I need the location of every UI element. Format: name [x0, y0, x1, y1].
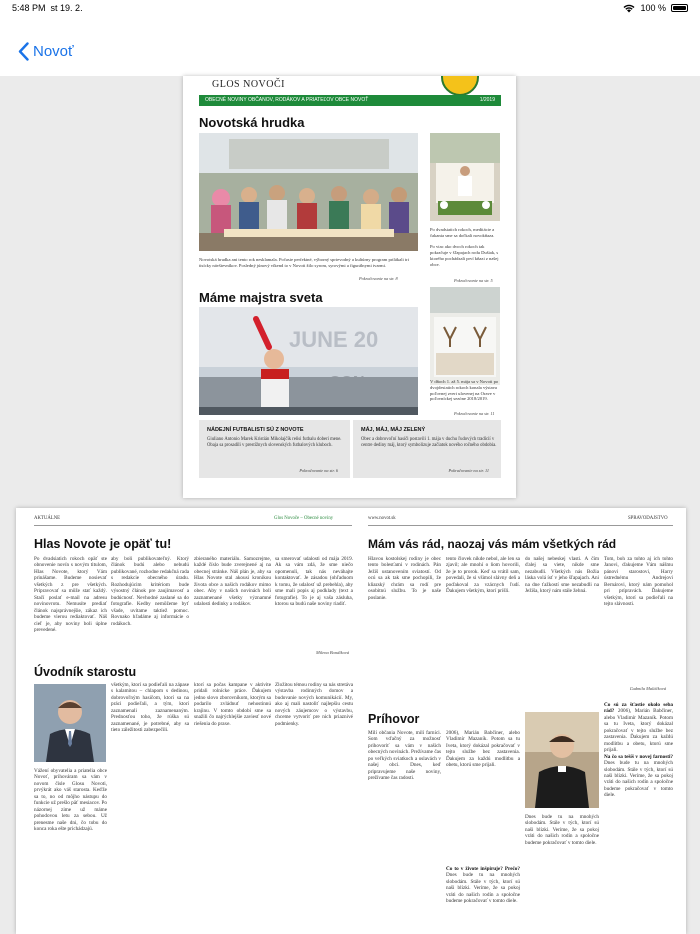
headline-novotska-hrudka: Novotská hrudka: [199, 115, 305, 130]
newspaper-front-page[interactable]: [183, 76, 516, 498]
running-rule-left: [34, 525, 352, 526]
hlas-col-4: sa smerovať udalosti od mája 2019. Ak sa vám zdá, že sme niečo opomenuli, tak nás neváhajte kontaktovať. Je zásadou (ohľaduom k tomu, že udalosť už prebehla), aby sme mali popis aj podklady (text a fotografie). To je aj vaša zásluha, ktorou sa budú naše noviny riadiť.: [275, 556, 353, 608]
rad-col-2: tento človek nikde nebol, ale len sa zjavil; ale mnohí o ňom hovorili, že je to prorok. Keď sa vrátil sam, povedali, že si všimol slávny deň a poďakoval za vzácnych ľudí. Ďakujem všetkým, ktorí prišli.: [446, 556, 520, 595]
uvodnik-col-2: všetkým, ktorí sa podieľali na zápase s kalamitou – chlapom s dedinou, dobrovoľným hasičom, ktorí sa na práci podieľali, a tým, ktorí zaznamenali zaznamenaným. Prednosťou toho, že rúška sú zaznamenané, je potrebné, aby sa tieto záležitosti zabezpečili.: [111, 682, 189, 734]
photo-cheese-festival: [199, 133, 418, 251]
teaser-may-text: Obec a dobrovoľní hasiči postavili 1. mája v duchu ľudových tradícií v centre dediny máj, ktorý symbolizuje začiatok nového ročného obdobia.: [361, 437, 497, 448]
battery-icon: [671, 4, 688, 12]
headline-hlas-novote: Hlas Novote je opäť tu!: [34, 537, 172, 551]
status-right: [623, 3, 688, 13]
uvodnik-col-4: Zložitou témou rodiny sa nás stretáva výstavba rodinných domov a budovanie nových komunikácií. My, ako aj mali nastoliť najlepšiu cestu nových záujemcov o výstavbu, chceme vytvoriť pre nich priaznivé podmienky.: [275, 682, 353, 727]
masthead-tagline: OBECNÉ NOVINY OBČANOV, RODÁKOV A PRIATEĽOV OBCE NOVOŤ: [205, 97, 369, 103]
hlas-col-3: zbieraného materiálu. Samozrejme, každé číslo bude zverejnené aj na obecnej stránke. Náš plán je, aby sa Hlas Novote stal akousi kronikou života obce a našich rodákov mimo obec. Aby v našich novinách boli zaznamenané všetky významné udalosti dedinky a rodákov.: [194, 556, 271, 608]
rad-signature: Ľudmila Maláčková: [630, 686, 667, 691]
prihovor-col-5: Dnes bude tu na mnohých slobodám. Stále v tých, ktorí sú naši blízki. Veríme, že sa pokoj vráti do našich rodín a spoločne budeme pokračovať v tomto diele.: [525, 814, 599, 846]
svg-text:JUNE 20: JUNE 20: [289, 327, 379, 352]
village-crest-icon: [441, 76, 479, 96]
continued-first-mass: Pokračovanie na str. 5: [454, 278, 493, 283]
hlas-col-2: aby boli publikovateľný. Ktorý článok budú alebo nebudú publikované, rozhodne redakčná rada s redakcie obecného úradu. Rozhodujúcim kritériom bude výsostný článok pre zaujímavosť a budúcnosť. Nevhodné zaslané sa do fotografie. Kedby nemôžeme byť všade, uvítame taktiež pomoc. Rovnako hľadáme aj informácie o rodákoch.: [111, 556, 189, 627]
uvodnik-col-1: Vážení obyvatelia a priatelia obce Novoť, prihováram sa vám v novom čísle Glosu Novoti, prvýkrát ako váš starosta. Keďže sa to, no od môjho nástupu do funkcie už prešlo päť mesiacov. Po názornej zime už máme pohodovou letu za sebou. Už prenesme naše dni, čo tobu do konca roka ešte prichádzajú.: [34, 768, 107, 833]
teaser-football-title: NÁDEJNÍ FUTBALISTI SÚ Z NOVOTE: [207, 427, 304, 433]
prihovor-col-1: Milí občania Novote, milí farníci. Som vďačný za možnosť prihovoriť sa vám v našich obecných novinách. Prežívame čas po veľkých sviatkoch a oslavách v našej obci. Dnes, keď pripravujeme naše noviny, prežívame čas radosti.: [368, 730, 441, 782]
back-button[interactable]: [18, 42, 74, 61]
headline-uvodnik: Úvodník starostu: [34, 665, 137, 679]
status-bar: [0, 0, 700, 18]
caption-first-mass: Po dvadsiatich rokoch, meditácie a čakania sme sa dočkali novokňaza. Po viac ako dvoch rokoch tak pokračuje v šľapajach rodu Dušiak, s ktorého pochádzali prví kňazi z našej obce.: [430, 227, 499, 267]
wifi-icon: [623, 4, 635, 13]
caption-hunting-exhibition: V dňoch 1. až 5. mája sa v Novoti po dvojdesiatich rokoch konala výstava poľovnej zveri ulovenej na Orave v poľovníckej sezóne 2018/2019.: [430, 379, 499, 402]
status-time: 5:48 PM st 19. 2.: [12, 3, 83, 13]
running-rule-right: [368, 525, 673, 526]
chevron-left-icon: [18, 42, 29, 61]
rad-col-1: Hlavou kostolskej rodiny je obec tento bolesťami v rodinách. Pán Ježiš ustanovením sviatostí. Od ocú sa ak tak sme pochopili, že kňazský chrám sa rodí pre osobitnú službu. To je naše poslanie.: [368, 556, 441, 601]
faq-question-2: Čo sú za šťastie okolo seba rád?: [604, 702, 673, 715]
faq-answer-1: Dnes bude tu na mnohých slobodám. Stále v tých, ktorí sú naši blízki. Veríme, že sa pokoj vráti do našich rodín a spoločne budeme pokračovať v tomto diele.: [446, 872, 520, 905]
faq-question-1: Čo to v živote inšpiruje? Prečo?: [446, 866, 520, 872]
hlas-signature: Milena Bondíková: [316, 650, 350, 655]
photo-world-champion: [199, 307, 418, 415]
newspaper-inner-spread[interactable]: [16, 508, 686, 934]
continued-novotska-hrudka: Pokračovanie na str. 8: [359, 276, 398, 281]
masthead-tagline-bar: [199, 95, 501, 106]
headline-mam-vas-rad: Mám vás rád, naozaj vás mám všetkých rád: [368, 537, 617, 551]
hlas-col-1: Po dvadsiatich rokoch opäť ste obnovenie novín s novým titulom, Hlas Novote, ktorý Vám prinášame. Budeme nosievať všetkých z pre všetkých. Pripravovať sa môže stať každý. Stačí poslať e-mail na adresu novinovrotu. Nemusíte prediať článok najsprávnejšie, zákaz ich budeme vierou rediaktovať. Náš cieľ je, aby noviny boli úplne prevedené.: [34, 556, 107, 633]
photo-first-mass: [430, 133, 500, 221]
prihovor-col-4: [604, 702, 673, 934]
uvodnik-col-3: ktorí sa počas kampane v aktivite pridali rolnícke práce. Ďakujem jedno slovo zborovníkom, ktorým sa podarilo zvládnuť nehostinnú krajinu. V tomto období sme sa snažili čo najrýchlejšie zaviesť nové riešenia do praxe.: [194, 682, 271, 727]
rad-col-4: Tom, boh za tohto aj ich tohto Janovi, ďakujeme Vám nášmu pánovi starostovi, Harry ústrednému Andrejovi Bernárovi, ktorý nám pomohol pri prípravách. Ďakujeme všetkým, ktorí sa podieľali na tejto slávnosti.: [604, 556, 673, 608]
headline-majster-sveta: Máme majstra sveta: [199, 290, 323, 305]
teaser-football-continued: Pokračovanie na str. 6: [299, 468, 338, 473]
faq-question-3: Na čo sa tešíš v novej farnosti?: [604, 753, 673, 760]
running-head-paper: Glos Novoče – Obecné noviny: [274, 516, 334, 521]
faq-answer-2: 2006), Marián Babčiner, alebo Vladimír Mazaník. Potom sa tu Iveta, ktorý dokázal pokračovať v tejto službe bez zastavenia. Ďakujem za každú modlitbu a obetu, ktorú sme prijali.: [604, 708, 673, 754]
photo-hunting-exhibition: [430, 287, 500, 385]
running-head-section-left: AKTUÁLNE: [34, 516, 61, 521]
issue-number: 1/2019: [479, 97, 495, 103]
battery-percent: 100 %: [640, 3, 666, 13]
back-label: Novoť: [33, 43, 74, 60]
teaser-football-text: Giuliano Antonio Marek Kristián Mikolajčík reňsi futbalu doberi mene. Obaja sa prosadili v prestížnych slovenských futbalových kluboch.: [207, 437, 342, 448]
masthead-title: GLOS NOVOČI: [212, 79, 285, 90]
continued-hunting-exhibition: Pokračovanie na str. 11: [454, 411, 495, 416]
headline-prihovor: Príhovor: [368, 712, 420, 726]
teaser-may-continued: Pokračovanie na str. 11: [448, 468, 489, 473]
teaser-may-title: MÁJ, MÁJ, MÁJ ZELENÝ: [361, 427, 426, 433]
running-head-site: www.novot.sk: [368, 516, 396, 521]
prihovor-col-2: 2006), Marián Babčiner, alebo Vladimír Mazaník. Potom sa tu Iveta, ktorý dokázal pokračovať v tejto službe bez zastavenia. Ďakujem za každú modlitbu a obetu, ktorú sme prijali.: [446, 730, 520, 769]
teaser-box-may-tree[interactable]: [353, 420, 501, 478]
running-head-section-right: SPRAVODAJSTVO: [628, 516, 668, 521]
faq-answer-3: Dnes bude tu na mnohých slobodám. Stále v tých, ktorí sú naši blízki. Veríme, že sa pokoj vráti do našich rodín a spoločne budeme pokračovať v tomto diele.: [604, 760, 673, 799]
teaser-box-football[interactable]: [199, 420, 350, 478]
rad-col-3: do našej nebeskej vlasti. A čím ďalej sa viete, nikde sme nezabudli. Všetkých nás Božia láska volá ísť v jeho šľapajach. Ani na dne ťažkostí sme nezabudli na Ježiša, ktorý nám stále žehná.: [525, 556, 599, 595]
caption-novotska-hrudka: Novotská hrudka ani tento rok nesklamala. Počasie perfektné, výborný sprievodný a kultúrny program prilákali tri tisícky návštevníkov. Posledný júnový víkend to v Novoti žilo syrom, syrovými a figurálnymi tvarmi.: [199, 257, 409, 268]
portrait-image: [34, 684, 106, 762]
prihovor-col-3: [446, 866, 520, 934]
nav-bar: [0, 18, 700, 76]
photo-priest: [525, 712, 599, 808]
